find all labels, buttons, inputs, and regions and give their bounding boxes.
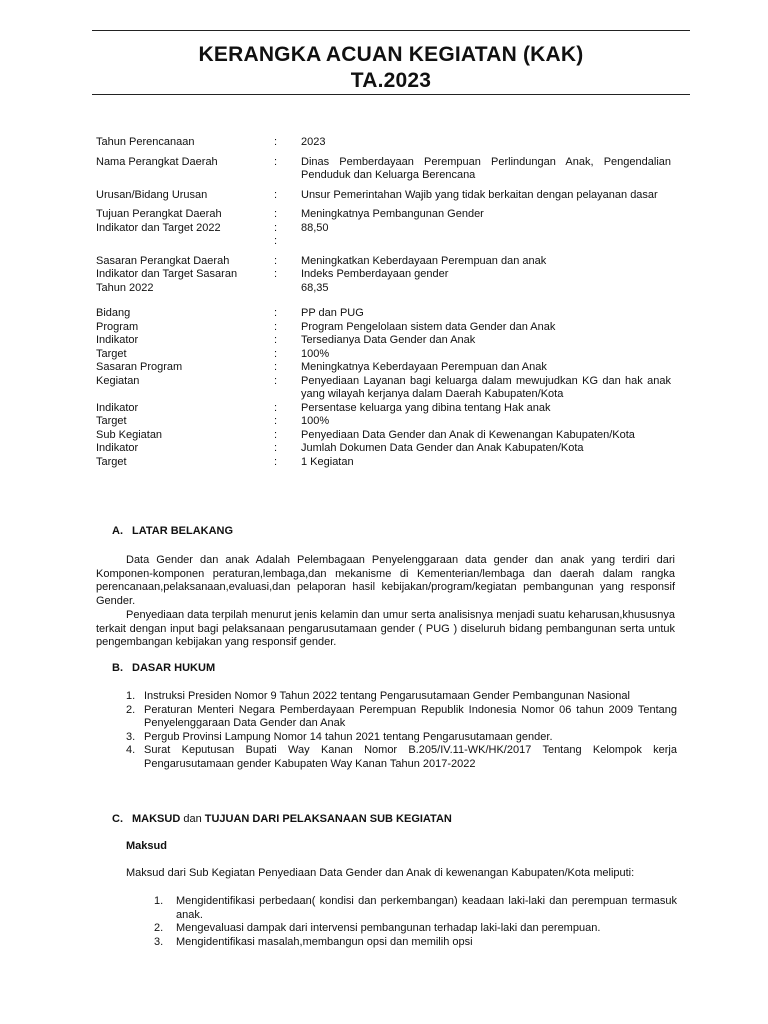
info-key: Target [96, 415, 127, 427]
info-row [96, 222, 671, 236]
info-key: Kegiatan [96, 374, 140, 387]
info-colon: : [274, 401, 278, 414]
info-colon: : [274, 254, 278, 267]
info-value: Meningkatnya Pembangunan Gender [301, 208, 484, 220]
info-table-wrapper [96, 136, 671, 469]
section-c-title-part-3: TUJUAN DARI PELAKSANAAN SUB KEGIATAN [204, 813, 452, 825]
info-colon: : [274, 347, 278, 360]
info-colon [274, 282, 301, 296]
info-row [96, 183, 671, 203]
info-value: Unsur Pemerintahan Wajib yang tidak berkaitan dengan pelayanan dasar [301, 188, 658, 201]
info-table [96, 136, 671, 469]
title-line-2: TA.2023 [350, 69, 432, 92]
info-row [96, 442, 671, 456]
legal-basis-list [126, 690, 677, 771]
section-a-heading [112, 525, 233, 539]
info-value: Program Pengelolaan sistem data Gender dan Anak [301, 320, 556, 333]
list-item: 4. Surat Keputusan Bupati Way Kanan Nomor B.205/IV.11-WK/HK/2017 Tentang Kelompok kerja Pengarusutamaan gender Kabupaten Way Kanan Tahun 2017-2022 [126, 744, 677, 770]
info-colon: : [274, 442, 278, 454]
info-row [96, 268, 671, 282]
info-value: Meningkatnya Keberdayaan Perempuan dan Anak [301, 361, 547, 373]
info-key: Indikator [96, 334, 139, 346]
info-key: Tahun Perencanaan [96, 136, 195, 148]
info-value: 68,35 [301, 281, 329, 294]
info-value: Indeks Pemberdayaan gender [301, 268, 449, 280]
info-value: Persentase keluarga yang dibina tentang Hak anak [301, 401, 551, 414]
info-key: Program [96, 320, 139, 333]
list-item: 3. Pergub Provinsi Lampung Nomor 14 tahun 2021 tentang Pengarusutamaan gender. [126, 730, 553, 743]
info-key: Sasaran Perangkat Daerah [96, 254, 230, 267]
info-row [96, 249, 671, 269]
info-row [96, 295, 671, 321]
info-value: 1 Kegiatan [301, 455, 354, 468]
info-value [301, 235, 671, 249]
info-colon: : [274, 374, 278, 387]
section-a-number: A. [112, 525, 123, 537]
info-row [96, 150, 671, 183]
section-b-number: B. [112, 662, 123, 674]
info-colon: : [274, 136, 278, 148]
info-value: 100% [301, 415, 330, 427]
info-colon: : [274, 268, 278, 280]
top-rule [92, 30, 690, 31]
info-colon: : [274, 361, 278, 373]
info-value: Meningkatkan Keberdayaan Perempuan dan anak [301, 254, 547, 267]
info-value: Tersedianya Data Gender dan Anak [301, 334, 476, 346]
info-value: 88,50 [301, 221, 329, 234]
document-title [92, 42, 690, 94]
maksud-intro: Maksud dari Sub Kegiatan Penyediaan Data Gender dan Anak di kewenangan Kabupaten/Kota meliputi: [126, 867, 635, 879]
info-value: Penyediaan Layanan bagi keluarga dalam mewujudkan KG dan hak anak yang wilayah kerjanya dalam Daerah Kabupaten/Kota [301, 374, 671, 400]
info-key: Nama Perangkat Daerah [96, 155, 218, 168]
info-colon: : [274, 320, 278, 333]
info-row [96, 235, 671, 249]
section-a-paragraph-1: Data Gender dan anak Adalah Pelembagaan Penyelenggaraan data gender dan anak yang terdiri dari Komponen-komponen peraturan,lembaga,dan mekanisme di Kementerian/lembaga dan daerah dalam rangka perencanaan,pelaksanaan,evaluasi,dan pelaporan hasil kebijakan/program/kegiatan pembangunan yang responsif Gender. [96, 554, 675, 607]
info-row [96, 202, 671, 222]
info-row [96, 361, 671, 375]
info-key: Tujuan Perangkat Daerah [96, 208, 222, 220]
section-b-heading [112, 662, 215, 676]
info-row [96, 456, 671, 470]
info-key: Indikator [96, 442, 139, 454]
section-c-heading [112, 813, 452, 827]
info-key: Target [96, 347, 127, 360]
info-key: Indikator dan Target Sasaran [96, 268, 238, 280]
info-row [96, 375, 671, 402]
info-key: Urusan/Bidang Urusan [96, 188, 208, 201]
info-key: Bidang [96, 307, 131, 319]
info-row [96, 348, 671, 362]
info-colon: : [274, 235, 278, 247]
info-row [96, 402, 671, 416]
info-row [96, 334, 671, 348]
info-row [96, 415, 671, 429]
bottom-rule [92, 94, 690, 95]
info-colon: : [274, 334, 278, 346]
info-row [96, 136, 671, 150]
section-b-title: DASAR HUKUM [132, 662, 216, 674]
info-value: PP dan PUG [301, 307, 364, 319]
title-line-1: KERANGKA ACUAN KEGIATAN (KAK) [198, 43, 584, 66]
list-item: 1. Mengidentifikasi perbedaan( kondisi dan perkembangan) keadaan laki-laki dan perempuan termasuk anak. [154, 895, 677, 921]
info-key: Tahun 2022 [96, 281, 154, 294]
info-key: Sasaran Program [96, 361, 183, 373]
info-key [96, 235, 274, 249]
info-value: Penyediaan Data Gender dan Anak di Kewenangan Kabupaten/Kota [301, 428, 635, 441]
info-row [96, 321, 671, 335]
list-item: 2. Mengevaluasi dampak dari intervensi pembangunan terhadap laki-laki dan perempuan. [154, 922, 601, 934]
list-item: 3. Mengidentifikasi masalah,membangun opsi dan memilih opsi [154, 935, 473, 948]
section-c-number: C. [112, 813, 123, 825]
maksud-list [154, 895, 677, 949]
info-colon: : [274, 208, 278, 220]
info-key: Target [96, 455, 127, 468]
section-c-title-part-1: MAKSUD [132, 813, 181, 825]
info-row [96, 282, 671, 296]
info-colon: : [274, 428, 278, 441]
maksud-heading: Maksud [126, 840, 167, 852]
section-a-paragraph-2: Penyediaan data terpilah menurut jenis kelamin dan umur serta analisisnya menjadi suatu keharusan,khususnya terkait dengan input bagi pelaksanaan pengarusutamaan gender ( PUG ) diseluruh bidang pembangunan serta untuk pengembangan kebijakan yang responsif gender. [96, 609, 675, 648]
info-colon: : [274, 188, 278, 201]
info-colon: : [274, 221, 278, 234]
info-value: Jumlah Dokumen Data Gender dan Anak Kabupaten/Kota [301, 442, 584, 454]
info-value: Dinas Pemberdayaan Perempuan Perlindungan Anak, Pengendalian Penduduk dan Keluarga Berencana [301, 155, 671, 181]
section-c-title-part-2: dan [180, 813, 205, 825]
info-colon: : [274, 415, 278, 427]
list-item: 2. Peraturan Menteri Negara Pemberdayaan Perempuan Republik Indonesia Nomor 06 tahun 2009 Tentang Penyelenggaraan Data Gender dan Anak [126, 703, 677, 729]
info-value: 100% [301, 347, 330, 360]
info-colon: : [274, 155, 278, 168]
info-key: Indikator dan Target 2022 [96, 221, 221, 234]
info-colon: : [274, 455, 278, 468]
section-a-title: LATAR BELAKANG [132, 525, 234, 537]
info-key: Sub Kegiatan [96, 428, 163, 441]
info-colon: : [274, 307, 278, 319]
info-row [96, 429, 671, 443]
info-key: Indikator [96, 401, 139, 414]
info-value: 2023 [301, 136, 326, 148]
list-item: 1. Instruksi Presiden Nomor 9 Tahun 2022 tentang Pengarusutamaan Gender Pembangunan Nasional [126, 690, 630, 702]
